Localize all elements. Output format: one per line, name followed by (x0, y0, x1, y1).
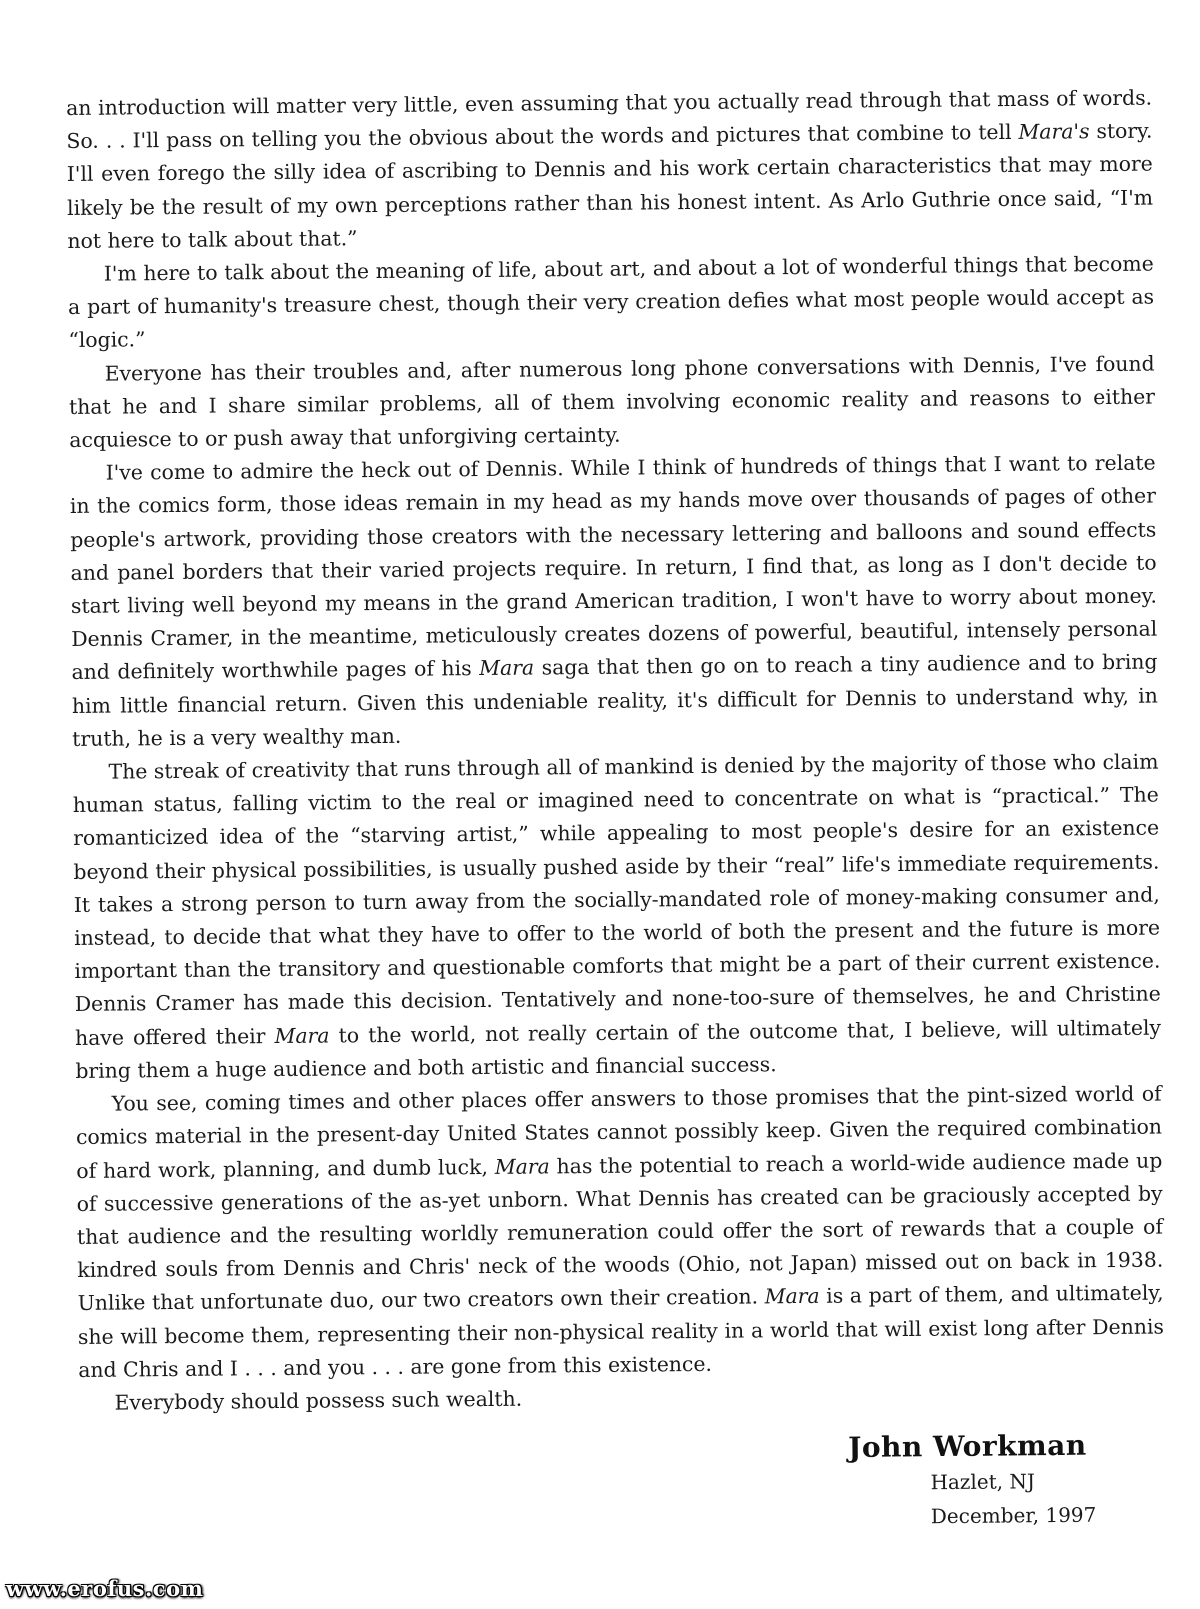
signature-date: December, 1997 (930, 1502, 1097, 1529)
italic-title: Mara's (1018, 119, 1090, 145)
paragraph (66, 82, 1154, 258)
paragraph-text: I'm here to talk about the meaning of life, about art, and about a lot of wonderful things that become a part of humanity's treasure chest, though their very creation defies what most people would accept as “logic.” (67, 251, 1155, 353)
paragraph-text: Everyone has their troubles and, after numerous long phone conversations with Dennis, I've found that he and I share similar problems, all of them involving economic reality and reasons to either acquiesce to or push away that unforgiving certainty. (68, 351, 1156, 453)
paragraph (68, 248, 1155, 358)
italic-title: Mara (274, 1023, 330, 1048)
italic-title: Mara (479, 655, 535, 681)
paragraph-text: Everybody should possess such wealth. (114, 1386, 523, 1415)
paragraph-text: an introduction will matter very little, even assuming that you actually read through that mass of words. So. . . I'll pass on telling you the obvious about the words and pictures that combine to tell (66, 85, 1153, 154)
paragraph (72, 746, 1161, 1088)
paragraph-text: has the potential to reach a world-wide audience made up of successive generations of the as-yet unborn. What Dennis has created can be graciously accepted by that audience and the resulting worldly remuneration could offer the sort of rewards that a couple of kindred souls from Dennis and Chris' neck of the woods (Ohio, not Japan) missed out on back in 1938. Unlike that unfortunate duo, our two creators own their creation. (76, 1148, 1164, 1316)
italic-title: Mara (494, 1153, 550, 1179)
signature-block (848, 1427, 1149, 1534)
paragraph (69, 347, 1156, 457)
paragraph (76, 1078, 1165, 1387)
article-body (66, 82, 1165, 1420)
italic-title: Mara (764, 1284, 820, 1309)
author-name: John Workman (848, 1428, 1087, 1464)
author-location: Hazlet, NJ (930, 1469, 1036, 1495)
site-watermark: www.erofus.com (6, 1576, 204, 1601)
paragraph-text: saga that then go on to reach a tiny audience and to bring him little financial return. Given this undeniable reality, it's difficult for Dennis to understand why, in truth, he is a very wealthy man. (71, 650, 1158, 751)
paragraph-text: You see, coming times and other places offer answers to those promises that the pint-sized world of comics material in the present-day United States cannot possibly keep. Given the required combination of hard work, planning, and dumb luck, (75, 1081, 1163, 1183)
paragraph (70, 447, 1159, 756)
paragraph-text: is a part of them, and ultimately, she will become them, representing their non-physical reality in a world that will exist long after Dennis and Chris and I . . . and you . . . are gone from this existence. (77, 1280, 1165, 1382)
paragraph-text: to the world, not really certain of the outcome that, I believe, will ultimately bring them a huge audience and both artistic and financial success. (75, 1015, 1162, 1083)
paragraph-text: story. I'll even forego the silly idea of ascribing to Dennis and his work certain characteristics that may more likely be the result of my own perceptions rather than his honest intent. As Arlo Guthrie once said, “I'm not here to talk about that.” (66, 118, 1154, 253)
paragraph-text: The streak of creativity that runs through all of mankind is denied by the majority of those who claim human status, falling victim to the real or imagined need to concentrate on what is “practical.” The romanticized idea of the “starving artist,” while appealing to most people's desire for an existence beyond their physical possibilities, is usually pushed aside by their “real” life's immediate requirements. It takes a strong person to turn away from the socially-mandated role of money-making consumer and, instead, to decide that what they have to offer to the world of both the present and the future is more important than the transitory and questionable comforts that might be a part of their current existence. Dennis Cramer has made this decision. Tentatively and none-too-sure of themselves, he and Christine have offered their (72, 749, 1161, 1050)
paragraph-text: I've come to admire the heck out of Dennis. While I think of hundreds of things that I want to relate in the comics form, those ideas remain in my head as my hands move over thousands of pages of other people's artwork, providing those creators with the necessary lettering and balloons and sound effects and panel borders that their varied projects require. In return, I find that, as long as I don't decide to start living well beyond my means in the grand American tradition, I won't have to worry about money. Dennis Cramer, in the meantime, meticulously creates dozens of powerful, beautiful, intensely personal and definitely worthwhile pages of his (69, 450, 1158, 685)
